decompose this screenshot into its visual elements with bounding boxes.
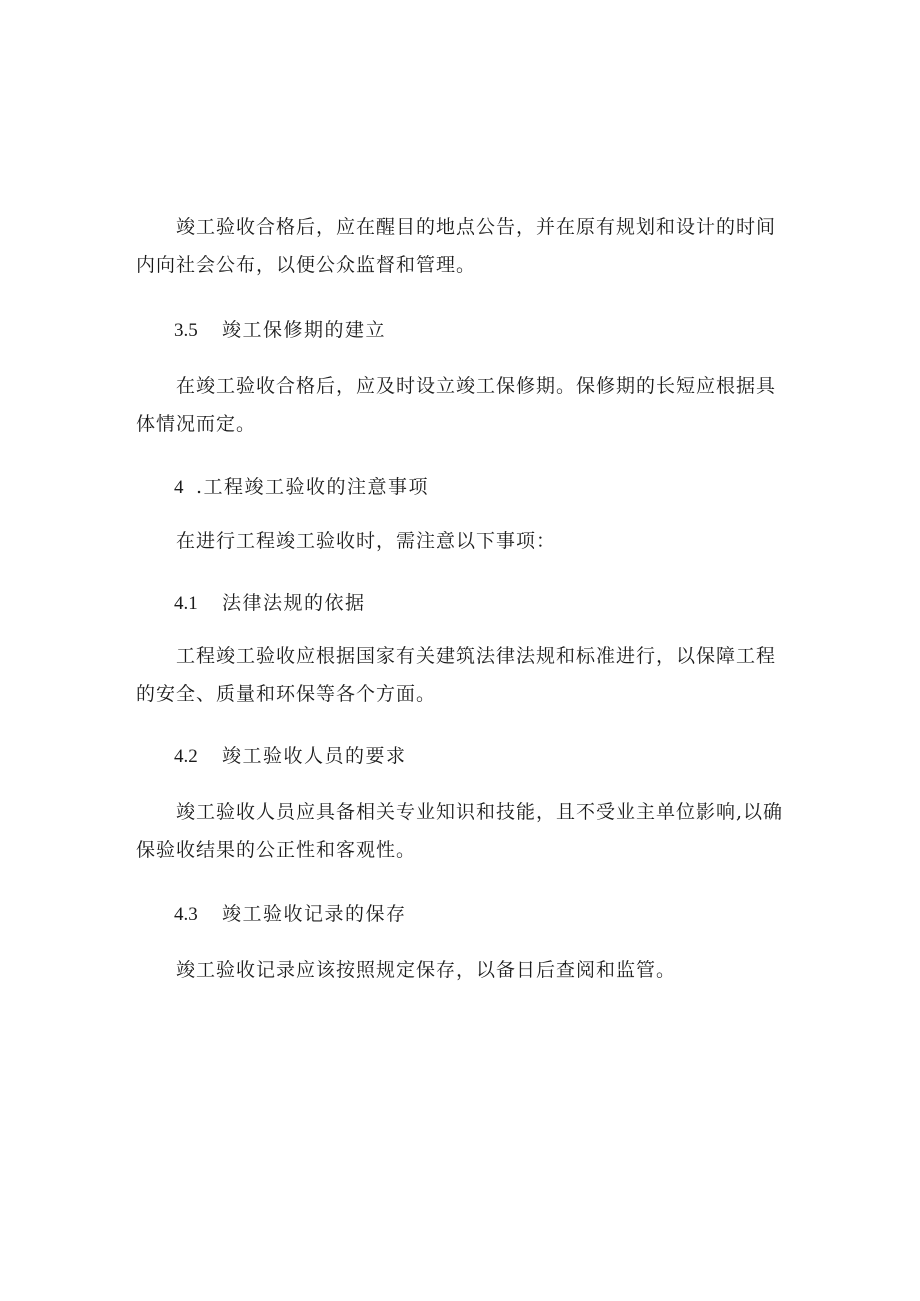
heading-number: 4 xyxy=(174,477,184,498)
heading-number: 4.3 xyxy=(174,904,198,925)
paragraph-personnel: 竣工验收人员应具备相关专业知识和技能，且不受业主单位影响,以确保验收结果的公正性和客观性。 xyxy=(136,801,784,861)
paragraph-announcement: 竣工验收合格后，应在醒目的地点公告，并在原有规划和设计的时间内向社会公布，以便公众监督和管理。 xyxy=(136,216,777,276)
heading-4-2 xyxy=(174,737,407,776)
heading-4-3 xyxy=(174,895,407,934)
heading-number: 4.1 xyxy=(174,593,198,614)
paragraph-laws: 工程竣工验收应根据国家有关建筑法律法规和标准进行，以保障工程的安全、质量和环保等各个方面。 xyxy=(136,645,777,705)
paragraph-records: 竣工验收记录应该按照规定保存，以备日后查阅和监管。 xyxy=(176,959,677,981)
heading-number: 3.5 xyxy=(174,320,198,341)
heading-title: 竣工保修期的建立 xyxy=(222,319,387,341)
paragraph-notes-intro: 在进行工程竣工验收时，需注意以下事项： xyxy=(176,530,557,552)
paragraph-warranty: 在竣工验收合格后，应及时设立竣工保修期。保修期的长短应根据具体情况而定。 xyxy=(136,375,777,435)
heading-number: 4.2 xyxy=(174,746,198,767)
heading-3-5 xyxy=(174,311,386,350)
heading-title: .工程竣工验收的注意事项 xyxy=(196,476,430,498)
heading-title: 竣工验收人员的要求 xyxy=(222,745,407,767)
heading-title: 法律法规的依据 xyxy=(222,592,366,614)
heading-title: 竣工验收记录的保存 xyxy=(222,903,407,925)
heading-4 xyxy=(174,468,429,507)
heading-4-1 xyxy=(174,584,366,623)
